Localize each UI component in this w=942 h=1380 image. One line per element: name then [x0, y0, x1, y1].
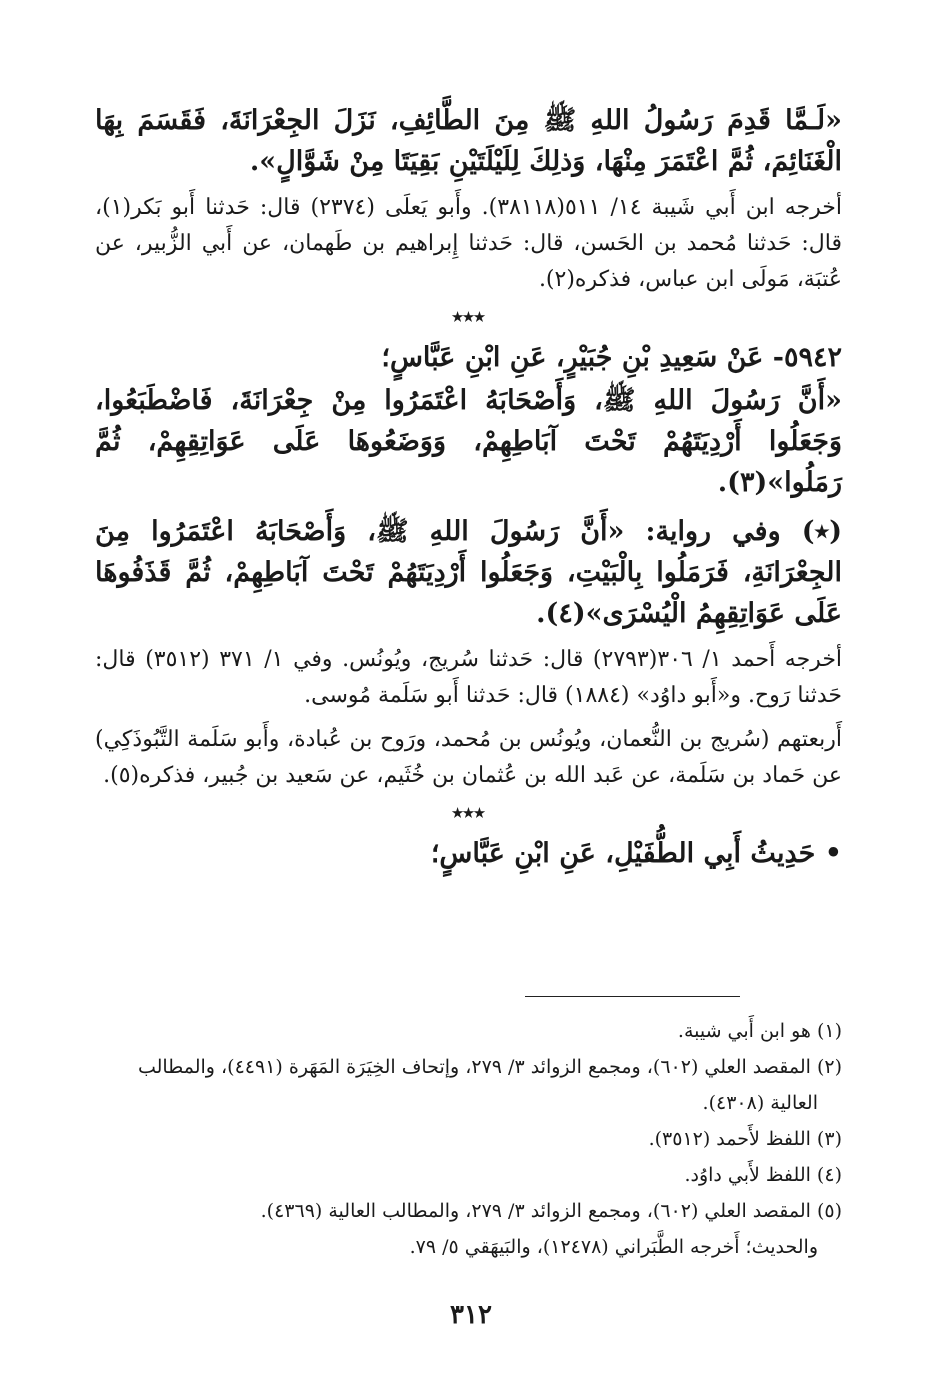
section-separator: ٭٭٭ — [452, 800, 485, 824]
spacer — [95, 182, 842, 190]
takhrij-3: أَربعتهم (سُريج بن النُّعمان، ويُونُس بن مُحمد، ورَوح بن عُبادة، وأَبو سَلَمة التَّبُوذَكِي) عن حَماد بن سَلَمة، عن عَبد الله بن عُثمان بن خُثَيم، عن سَعيد بن جُبير، فذكره(٥). — [95, 727, 842, 788]
footnote-divider — [525, 996, 740, 997]
spacer — [95, 503, 842, 511]
footnote-4: (٤) اللفظ لأَبي داوُد. — [684, 1164, 842, 1186]
takhrij-1: أخرجه ابن أَبي شَيبة ١٤/ ٥١١(٣٨١١٨). وأَبو يَعلَى (٢٣٧٤) قال: حَدثنا أَبو بَكر(١)، قال: حَدثنا مُحمد بن الحَسن، قال: حَدثنا إِبراهيم بن طَهمان، عن أَبي الزُّبير، عن عُتبَة، مَولَى ابن عباس، فذكره(٢). — [95, 195, 843, 292]
footnote-2-continuation: العالية (٤٣٠٨). — [702, 1092, 818, 1114]
footnote-3: (٣) اللفظ لأَحمد (٣٥١٢). — [648, 1128, 842, 1150]
riwaya-paragraph — [95, 511, 842, 634]
footnote-1: (١) هو ابن أَبي شيبة. — [677, 1020, 842, 1042]
spacer — [95, 714, 842, 722]
section-separator: ٭٭٭ — [452, 304, 485, 328]
hadith-number: ٥٩٤٢- — [772, 342, 842, 373]
page-number: ٣١٢ — [450, 1300, 492, 1330]
hadith-text-1: «لَـمَّا قَدِمَ رَسُولُ اللهِ ﷺ مِنَ الطَّائِفِ، نَزَلَ الجِعْرَانَةَ، فَقَسَمَ بِهَا الْغَنَائِمَ، ثُمَّ اعْتَمَرَ مِنْهَا، وَذلِكَ لِلَيْلَتَيْنِ بَقِيَتَا مِنْ شَوَّالٍ». — [95, 105, 842, 177]
footnote-2: (٢) المقصد العلي (٦٠٢)، ومجمع الزوائد ٣/ ٢٧٩، وإتحاف الخِيَرَة المَهَرة (٤٤٩١)، والمطالب — [137, 1056, 842, 1078]
takhrij-2: أخرجه أَحمد ١/ ٣٠٦(٢٧٩٣) قال: حَدثنا سُريج، ويُونُس. وفي ١/ ٣٧١ (٣٥١٢) قال: حَدثنا رَوح. و«أَبو داوُد» (١٨٨٤) قال: حَدثنا أَبو سَلَمة مُوسى. — [95, 647, 843, 708]
spacer — [95, 634, 842, 642]
hadith-text-5942: «أَنَّ رَسُولَ اللهِ ﷺ، وَأَصْحَابَهُ اعْتَمَرُوا مِنْ جِعْرَانَةَ، فَاضْطَبَعُوا، وَجَعَلُوا أَرْدِيَتَهُمْ تَحْتَ آبَاطِهِمْ، وَوَضَعُوهَا عَلَى عَوَاتِقِهِمْ، ثُمَّ رَمَلُوا»(٣). — [95, 385, 842, 498]
bullet-icon: • — [824, 838, 842, 869]
riwaya-prefix: (٭) وفي رواية: — [645, 516, 842, 547]
hadith-heading-5942 — [95, 336, 842, 380]
footnote-5-continuation: والحديث؛ أَخرجه الطَّبَراني (١٢٤٧٨)، والبَيهَقي ٥/ ٧٩. — [409, 1236, 818, 1258]
section-heading-text: حَدِيثُ أَبِي الطُّفَيْلِ، عَنِ ابْنِ عَبَّاسٍ؛ — [430, 838, 816, 869]
footnote-5: (٥) المقصد العلي (٦٠٢)، ومجمع الزوائد ٣/ ٢٧٩، والمطالب العالية (٤٣٦٩). — [260, 1200, 842, 1222]
hadith-isnad: عَنْ سَعِيدِ بْنِ جُبَيْرٍ، عَنِ ابْنِ عَبَّاسٍ؛ — [381, 342, 764, 373]
riwaya-text: «أَنَّ رَسُولَ اللهِ ﷺ، وَأَصْحَابَهُ اعْتَمَرُوا مِنَ الجِعْرَانَةِ، فَرَمَلُوا بِالْبَيْتِ، وَجَعَلُوا أَرْدِيَتَهُمْ تَحْتَ آبَاطِهِمْ، ثُمَّ قَذَفُوهَا عَلَى عَوَاتِقِهِمُ الْيُسْرَى»(٤). — [95, 516, 842, 629]
footnotes — [95, 1013, 842, 1265]
section-heading — [95, 832, 842, 876]
